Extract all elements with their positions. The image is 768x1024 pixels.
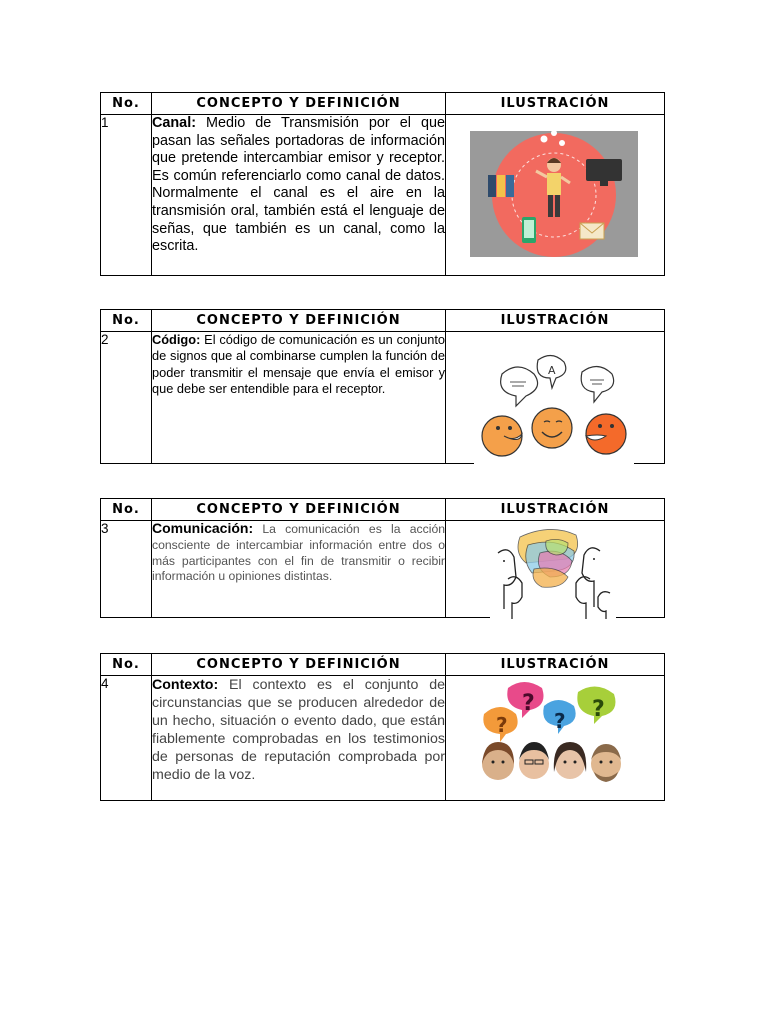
header-illustration: ILUSTRACIÓN (446, 93, 665, 115)
header-concept: CONCEPTO Y DEFINICIÓN (152, 93, 446, 115)
term-label: Contexto: (152, 677, 219, 693)
row-number: 3 (101, 521, 152, 618)
header-no: No. (101, 654, 152, 676)
term-label: Código: (152, 332, 201, 347)
header-illustration: ILUSTRACIÓN (446, 499, 665, 521)
illustration-cell (446, 521, 665, 618)
definition-text: La comunicación es la acción consciente de intercambiar información entre dos o más participantes con el fin de transmitir o recibir información u opiniones distintas. (152, 522, 445, 584)
term-label: Comunicación: (152, 520, 254, 536)
definition-text: Medio de Transmisión por el que pasan las señales portadoras de información que pretende intercambiar emisor y receptor. Es común referenciarlo como canal de datos. Normalmente el canal es el aire en la transmisión oral, también está el lenguaje de señas, que también es un canal, como la escrita. (152, 115, 445, 255)
header-no: No. (101, 310, 152, 332)
header-illustration: ILUSTRACIÓN (446, 654, 665, 676)
header-concept: CONCEPTO Y DEFINICIÓN (152, 310, 446, 332)
row-number: 1 (101, 115, 152, 276)
context-illustration (480, 676, 630, 786)
header-concept: CONCEPTO Y DEFINICIÓN (152, 499, 446, 521)
concept-table-1 (100, 92, 665, 276)
question-mark: ? (522, 691, 535, 716)
header-illustration: ILUSTRACIÓN (446, 310, 665, 332)
concept-table-4 (100, 653, 665, 801)
row-definition (152, 115, 446, 276)
row-definition (152, 332, 446, 464)
illustration-cell (446, 332, 665, 464)
question-mark: ? (592, 697, 605, 722)
header-concept: CONCEPTO Y DEFINICIÓN (152, 654, 446, 676)
row-definition (152, 521, 446, 618)
illustration-cell (446, 676, 665, 801)
bubble-letter: A (548, 364, 556, 377)
face (554, 742, 586, 779)
row-number: 4 (101, 676, 152, 801)
definition-text: El código de comunicación es un conjunto de signos que al combinarse cumplen la función de poder transmitir el mensaje que envía el emisor y que debe ser entendible para el receptor. (152, 332, 445, 397)
term-label: Canal: (152, 115, 196, 131)
row-number: 2 (101, 332, 152, 464)
communication-illustration (490, 523, 616, 619)
question-mark: ? (554, 709, 566, 733)
header-no: No. (101, 499, 152, 521)
code-illustration (474, 346, 634, 466)
illustration-cell (446, 115, 665, 276)
concept-table-3 (100, 498, 665, 618)
question-mark: ? (496, 713, 508, 737)
channel-illustration (470, 131, 638, 257)
definition-text: El contexto es el conjunto de circunstancias que se producen alrededor de un hecho, situación o evento dado, que están fiablemente comprobadas en los testimonios de personas de reputación comprobada por medio de la voz. (152, 677, 445, 783)
header-no: No. (101, 93, 152, 115)
row-definition (152, 676, 446, 801)
concept-table-2 (100, 309, 665, 464)
